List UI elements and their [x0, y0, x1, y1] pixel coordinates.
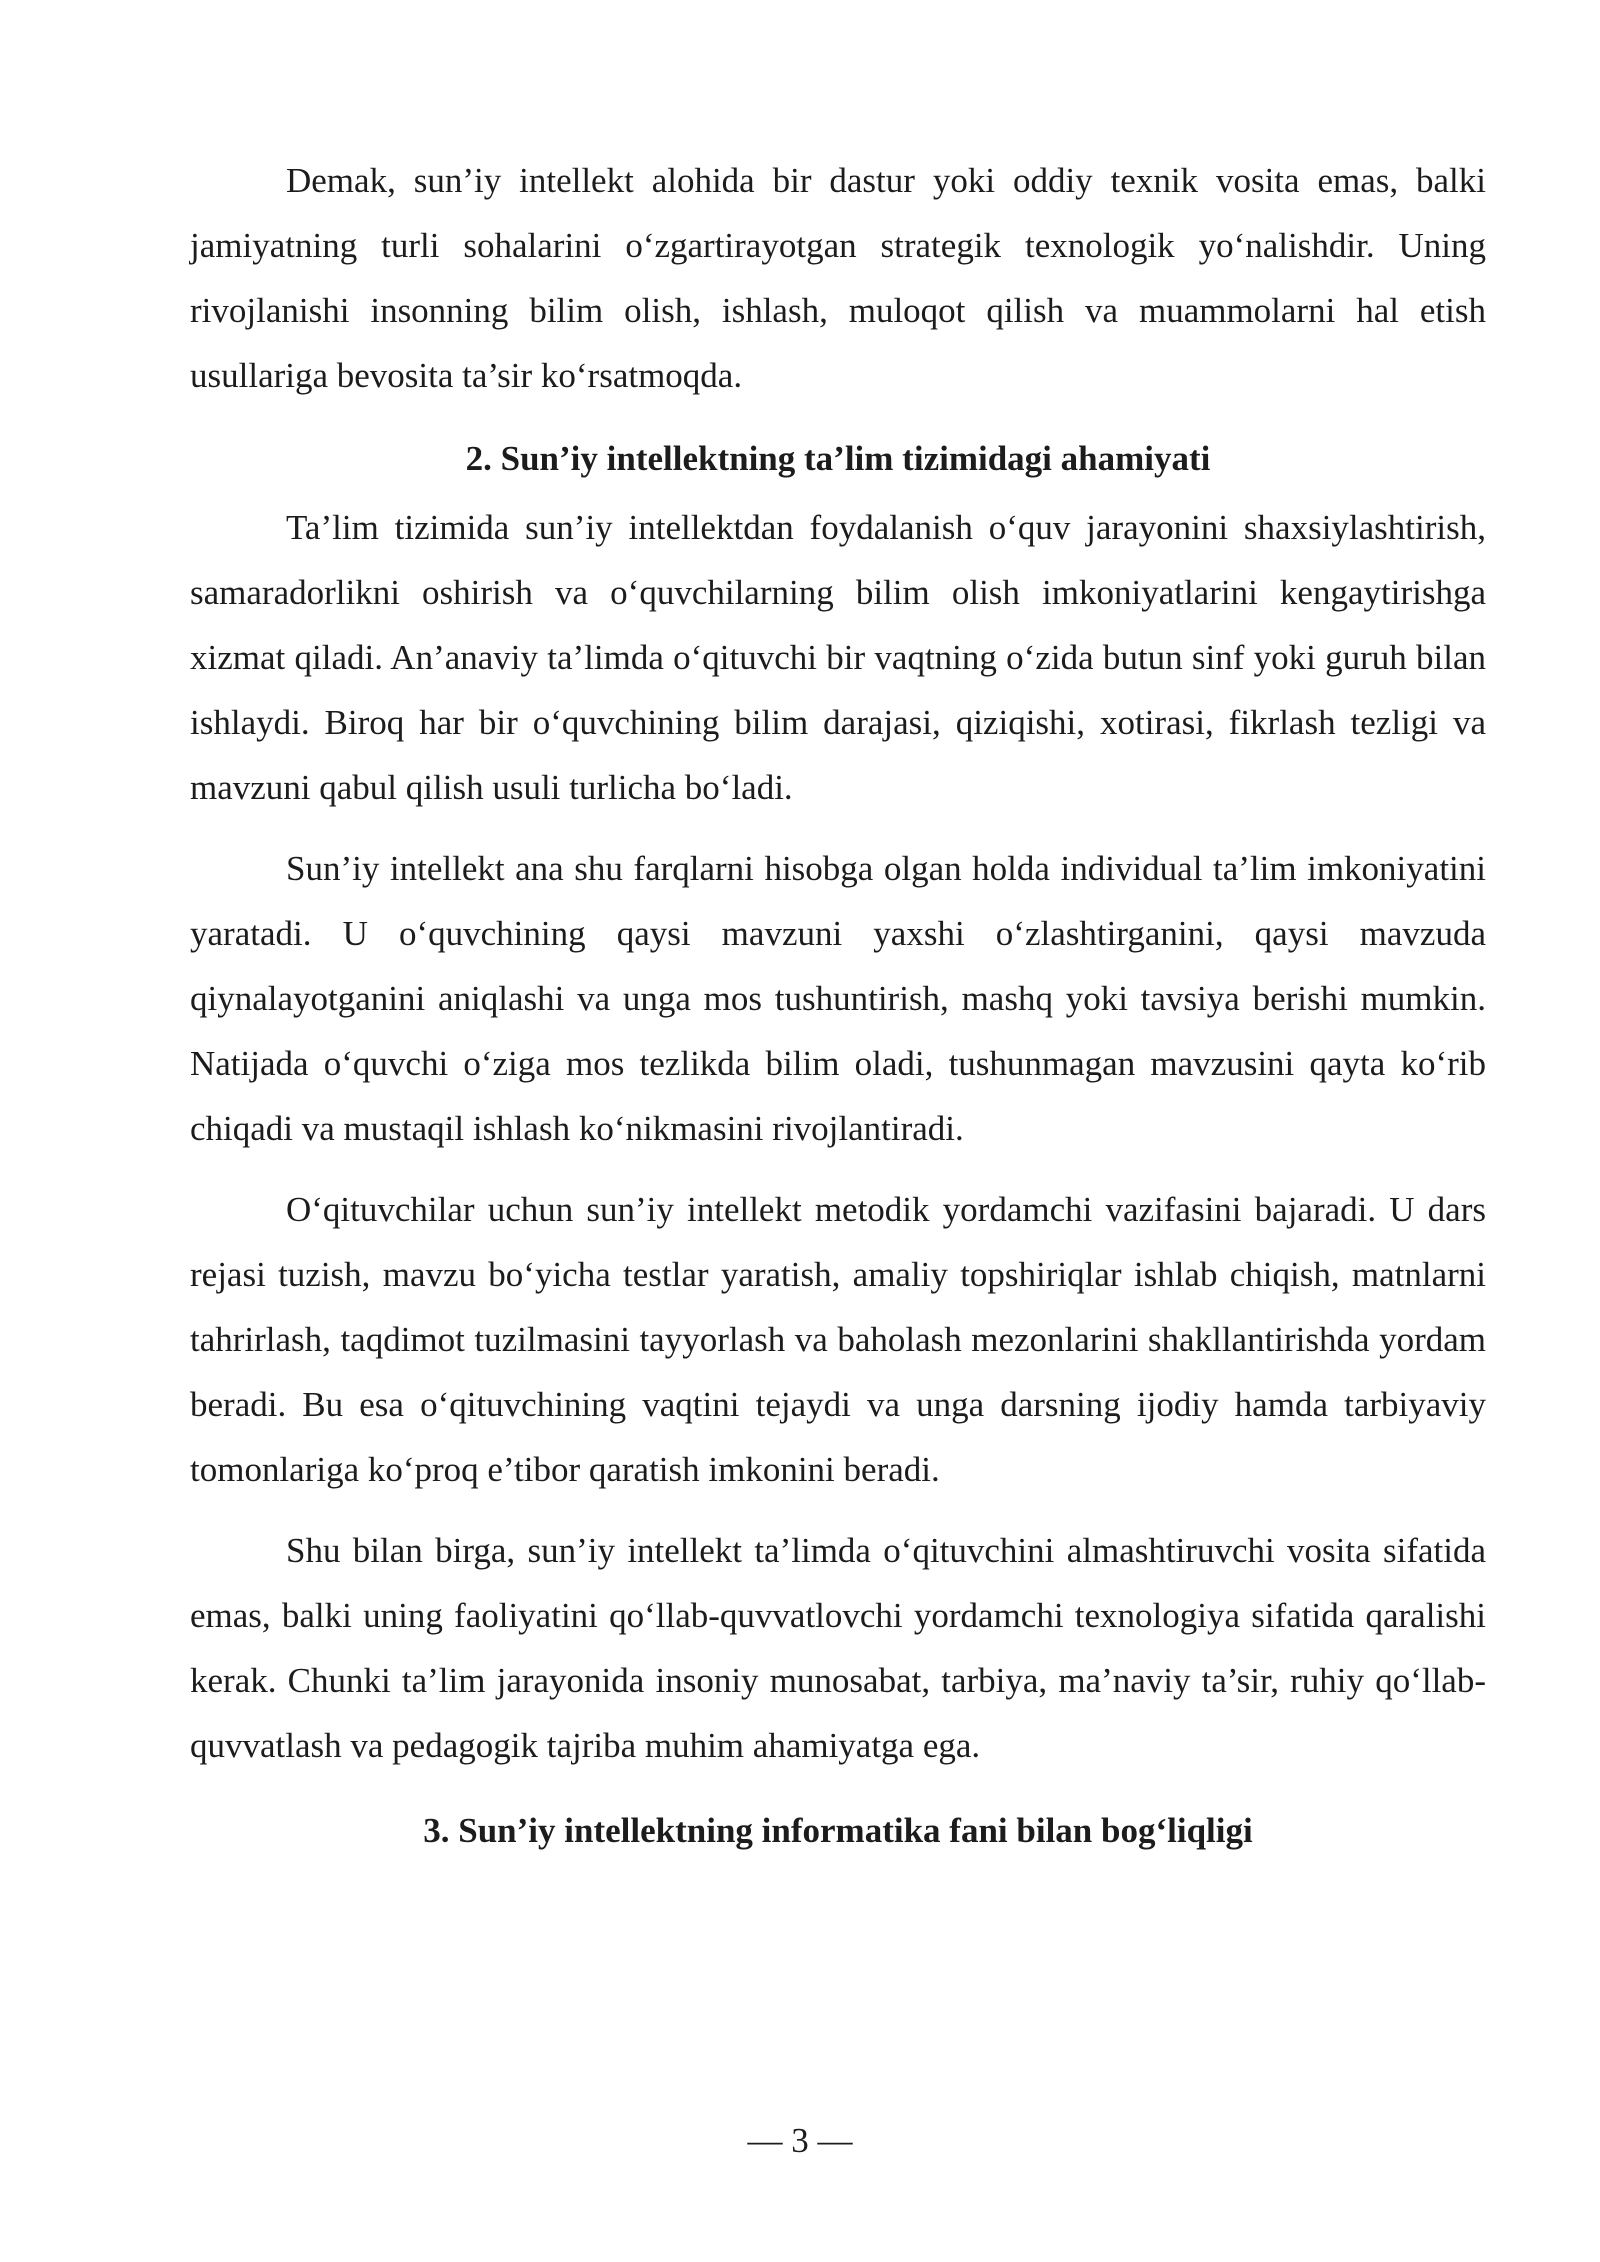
paragraph-intro: Demak, sun’iy intellekt alohida bir dastur yoki oddiy texnik vosita emas, balki jamiyatning turli sohalarini o‘zgartirayotgan strategik texnologik yo‘nalishdir. Uning rivojlanishi insonning bilim olish, ishlash, muloqot qilish va muammolarni hal etish usullariga bevosita ta’sir ko‘rsatmoqda.	[190, 161, 1486, 395]
page-content	[190, 148, 1486, 1867]
section-heading-2: 2. Sun’iy intellektning ta’lim tizimidagi ahamiyati	[465, 439, 1211, 478]
section-heading-3: 3. Sun’iy intellektning informatika fani bilan bog‘liqligi	[423, 1811, 1253, 1850]
paragraph-section2-3: O‘qituvchilar uchun sun’iy intellekt metodik yordamchi vazifasini bajaradi. U dars rejasi tuzish, mavzu bo‘yicha testlar yaratish, amaliy topshiriqlar ishlab chiqish, matnlarni tahrirlash, taqdimot tuzilmasini tayyorlash va baholash mezonlarini shakllantirishda yordam beradi. Bu esa o‘qituvchining vaqtini tejaydi va unga darsning ijodiy hamda tarbiyaviy tomonlariga ko‘proq e’tibor qaratish imkonini beradi.	[190, 1190, 1486, 1489]
paragraph-section2-2: Sun’iy intellekt ana shu farqlarni hisobga olgan holda individual ta’lim imkoniyatini yaratadi. U o‘quvchining qaysi mavzuni yaxshi o‘zlashtirganini, qaysi mavzuda qiynalayotganini aniqlashi va unga mos tushuntirish, mashq yoki tavsiya berishi mumkin. Natijada o‘quvchi o‘ziga mos tezlikda bilim oladi, tushunmagan mavzusini qayta ko‘rib chiqadi va mustaqil ishlash ko‘nikmasini rivojlantiradi.	[190, 849, 1486, 1148]
paragraph-section2-4: Shu bilan birga, sun’iy intellekt ta’limda o‘qituvchini almashtiruvchi vosita sifatida emas, balki uning faoliyatini qo‘llab-quvvatlovchi yordamchi texnologiya sifatida qaralishi kerak. Chunki ta’lim jarayonida insoniy munosabat, tarbiya, ma’naviy ta’sir, ruhiy qo‘llab-quvvatlash va pedagogik tajriba muhim ahamiyatga ega.	[190, 1531, 1486, 1765]
paragraph-section2-1: Ta’lim tizimida sun’iy intellektdan foydalanish o‘quv jarayonini shaxsiylashtirish, samaradorlikni oshirish va o‘quvchilarning bilim olish imkoniyatlarini kengaytirishga xizmat qiladi. An’anaviy ta’limda o‘qituvchi bir vaqtning o‘zida butun sinf yoki guruh bilan ishlaydi. Biroq har bir o‘quvchining bilim darajasi, qiziqishi, xotirasi, fikrlash tezligi va mavzuni qabul qilish usuli turlicha bo‘ladi.	[190, 508, 1486, 807]
page-number: — 3 —	[747, 2121, 853, 2160]
